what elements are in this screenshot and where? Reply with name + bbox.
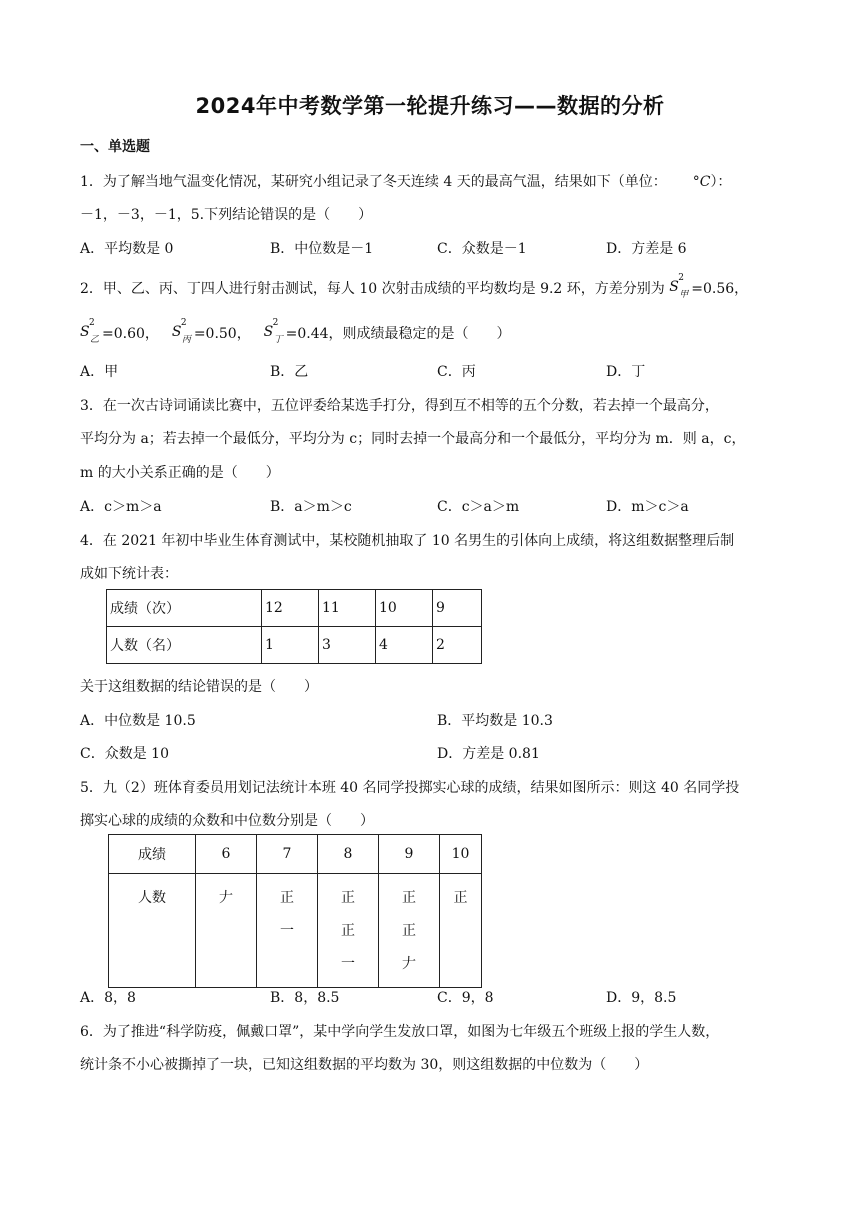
table-cell: 1 [262,627,319,664]
q2-option-b: B．乙 [270,364,309,380]
variance-bing-value: =0.50， [193,326,251,342]
variance-ding: S 2 丁 [263,318,283,345]
tally-cell-7: 正 一 [257,874,318,988]
q1-option-c: C．众数是－1 [437,241,527,257]
q1-text: 1．为了解当地气温变化情况，某研究小组记录了冬天连续 4 天的最高气温，结果如下（单位： [80,174,667,190]
q4-option-c: C．众数是 10 [80,746,169,762]
q1-unit: °C [692,174,711,190]
q1-line1 [80,171,731,191]
page-title: 2024年中考数学第一轮提升练习——数据的分析 [195,94,665,118]
table-cell: 成绩 [109,835,196,874]
variance-bing: S 2 丙 [171,318,191,345]
table-cell: 人数 [109,874,196,988]
table-cell: 成绩（次） [107,590,262,627]
q3-line3: m 的大小关系正确的是（ ） [80,465,280,481]
table-cell: 6 [196,835,257,874]
score-table [106,589,482,664]
table-cell: 10 [376,590,433,627]
q1-line2: －1，－3，－1，5.下列结论错误的是（ ） [80,207,373,223]
variance-yi: S 2 乙 [80,318,100,345]
table-cell: 12 [262,590,319,627]
q5-option-a: A．8，8 [80,990,136,1006]
tally-cell-10: 正 [440,874,482,988]
q5-line2: 掷实心球的成绩的众数和中位数分别是（ ） [80,813,374,829]
table-row [107,627,482,664]
table-row [109,874,482,988]
q1-text-end: ）： [710,174,732,190]
q6-line2: 统计条不小心被撕掉了一块，已知这组数据的平均数为 30，则这组数据的中位数为（ ） [80,1057,649,1073]
q3-line1: 3．在一次古诗词诵读比赛中，五位评委给某选手打分，得到互不相等的五个分数，若去掉一个最高分， [80,398,719,414]
table-cell: 2 [433,627,482,664]
q1-option-b: B．中位数是－1 [270,241,374,257]
q4-option-a: A．中位数是 10.5 [80,713,196,729]
variance-ding-value: =0.44，则成绩最稳定的是（ ） [285,326,511,342]
table-cell: 10 [440,835,482,874]
q5-line1: 5．九（2）班体育委员用划记法统计本班 40 名同学投掷实心球的成绩，结果如图所示：则这 40 名同学投 [80,780,740,796]
q4-line2: 成如下统计表： [80,566,178,582]
variance-yi-value: =0.60， [102,326,159,342]
q2-option-a: A．甲 [80,364,119,380]
table-cell: 7 [257,835,318,874]
q5-option-c: C．9，8 [437,990,494,1006]
q2-text: 2．甲、乙、丙、丁四人进行射击测试，每人 10 次射击成绩的平均数均是 9.2 环，方差分别为 [80,281,665,297]
q3-option-d: D．m＞c＞a [606,499,689,515]
q4-line3: 关于这组数据的结论错误的是（ ） [80,679,318,695]
q4-line1: 4．在 2021 年初中毕业生体育测试中，某校随机抽取了 10 名男生的引体向上成绩，将这组数据整理后制 [80,533,735,549]
q2-line2 [80,318,511,345]
q1-option-a: A．平均数是 0 [80,241,174,257]
table-cell: 9 [433,590,482,627]
table-cell: 3 [319,627,376,664]
q5-option-d: D．9，8.5 [606,990,677,1006]
q3-option-b: B．a＞m＞c [270,499,352,515]
q4-option-b: B．平均数是 10.3 [437,713,553,729]
section-heading: 一、单选题 [80,139,150,155]
tally-cell-8: 正 正 一 [318,874,379,988]
q2-option-c: C．丙 [437,364,476,380]
q4-option-d: D．方差是 0.81 [437,746,540,762]
table-cell: 4 [376,627,433,664]
table-cell: 人数（名） [107,627,262,664]
tally-cell-6: 𠂇 [196,874,257,988]
variance-jia: S 2 甲 [669,273,689,300]
table-cell: 9 [379,835,440,874]
variance-jia-value: =0.56， [691,281,749,297]
q2-option-d: D．丁 [606,364,646,380]
q3-option-a: A．c＞m＞a [80,499,162,515]
table-row [109,835,482,874]
table-cell: 11 [319,590,376,627]
tally-cell-9: 正 正 𠂇 [379,874,440,988]
table-row [107,590,482,627]
table-cell: 8 [318,835,379,874]
q1-option-d: D．方差是 6 [606,241,687,257]
tally-table [108,834,482,988]
q2-line1 [80,273,749,300]
q3-option-c: C．c＞a＞m [437,499,520,515]
q6-line1: 6．为了推进“科学防疫，佩戴口罩”，某中学向学生发放口罩，如图为七年级五个班级上报的学生人数， [80,1024,720,1040]
q5-option-b: B．8，8.5 [270,990,340,1006]
q3-line2: 平均分为 a；若去掉一个最低分，平均分为 c；同时去掉一个最高分和一个最低分，平均分为 m．则 a，c， [80,431,746,447]
